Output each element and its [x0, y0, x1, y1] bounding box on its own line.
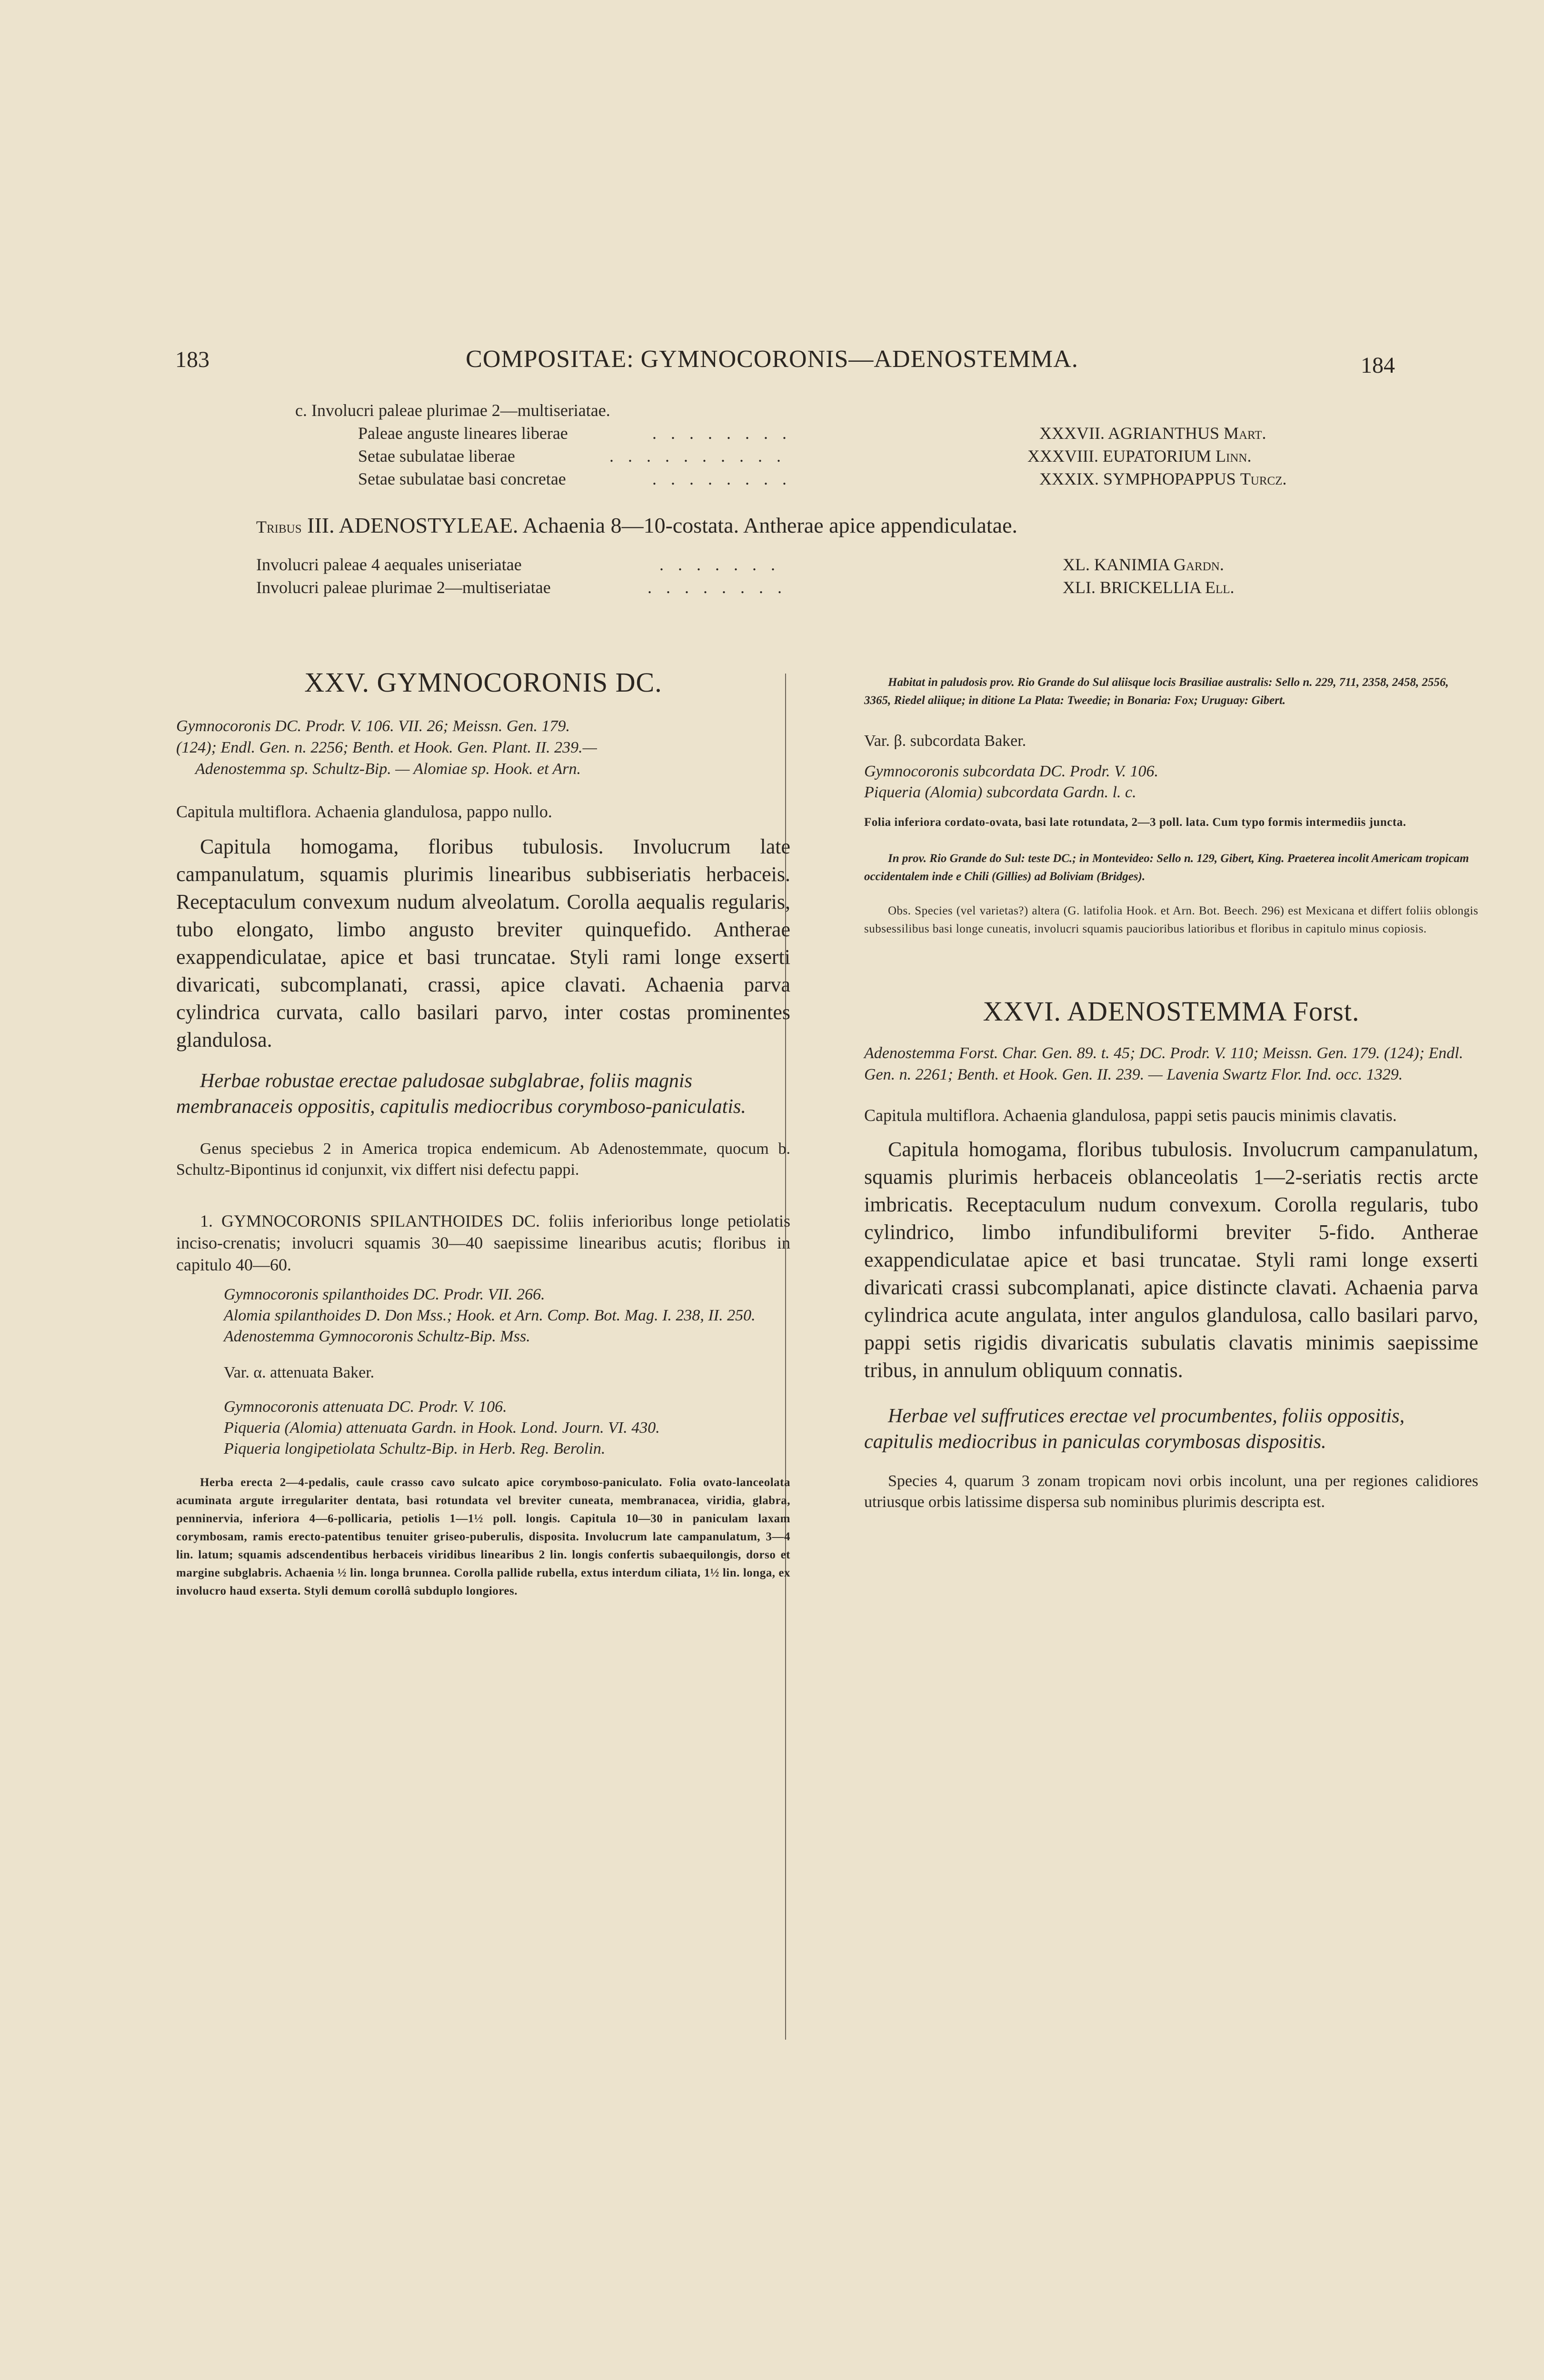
- page-number-right: 184: [1361, 353, 1395, 378]
- synonymy-line: (124); Endl. Gen. n. 2256; Benth. et Hook. Gen. Plant. II. 239.—: [176, 739, 597, 756]
- variety-synonyms: [176, 1397, 790, 1459]
- running-title: COMPOSITAE: GYMNOCORONIS—ADENOSTEMMA.: [466, 346, 1078, 373]
- key-leader: ..........: [609, 446, 795, 466]
- genus-note: Genus speciebus 2 in America tropica endemicum. Ab Adenostemmate, quocum b. Schultz-Bipontinus id conjunxit, vix differt nisi defectu pappi.: [176, 1140, 790, 1179]
- key-c-line: c. Involucri paleae plurimae 2—multiseriatae.: [295, 401, 610, 420]
- synonym-line: Gymnocoronis subcordata DC. Prodr. V. 106.: [864, 763, 1158, 780]
- key-row-label: Setae subulatae liberae: [358, 446, 515, 466]
- genus-description: Capitula homogama, floribus tubulosis. Involucrum late campanulatum, squamis plurimis linearibus subbiseriatis herbaceis. Receptaculum convexum nudum alveolatum. Corolla aequalis regularis, tubo elongato, limbo angusto breviter quinquefido. Antherae exappendiculatae, apice et basi truncatae. Styli rami longe exserti divaricati, subcomplanati, crassi, apice clavati. Achaenia parva cylindrica curvata, callo basilari parvo, inter costas prominentes glandulosa.: [176, 835, 790, 1051]
- key-row-label: Setae subulatae basi concretae: [358, 469, 566, 488]
- variety-beta-synonyms: [864, 761, 1478, 803]
- genus-key: [0, 0, 1544, 619]
- synonym-line: Alomia spilanthoides D. Don Mss.; Hook. et Arn. Comp. Bot. Mag. I. 238, II. 250.: [224, 1307, 756, 1324]
- synonym-line: Gymnocoronis attenuata DC. Prodr. V. 106.: [224, 1398, 507, 1416]
- variety-beta-habitat: In prov. Rio Grande do Sul: teste DC.; in Montevideo: Sello n. 129, Gibert, King. Praeterea incolit Americam tropicam occidentalem inde e Chili (Gillies) ad Boliviam (Bridges).: [864, 852, 1469, 883]
- key-row-label: Involucri paleae plurimae 2—multiseriatae: [256, 578, 551, 597]
- genus-title: XXV. GYMNOCORONIS DC.: [304, 667, 662, 698]
- synonym-line: Piqueria (Alomia) attenuata Gardn. in Hook. Lond. Journ. VI. 430.: [224, 1419, 660, 1437]
- capitula-summary: Capitula multiflora. Achaenia glandulosa, pappi setis paucis minimis clavatis.: [864, 1106, 1397, 1125]
- observation-note: Obs. Species (vel varietas?) altera (G. latifolia Hook. et Arn. Bot. Beech. 296) est Mexicana et differt foliis oblongis subsessilibus basi longe cuneatis, involucri squamis paucioribus latioribus et floribus in capitulo minus copiosis.: [864, 904, 1478, 935]
- key-row-label: Paleae anguste lineares liberae: [358, 424, 568, 443]
- variety-heading: Var. α. attenuata Baker.: [224, 1364, 375, 1381]
- key-leader: .......: [659, 555, 789, 574]
- left-column: [176, 666, 790, 1600]
- key-row-genus: XXXIX. SYMPHOPAPPUS Turcz.: [1039, 469, 1287, 488]
- key-leader: ........: [647, 578, 796, 597]
- key-row-genus: XLI. BRICKELLIA Ell.: [1063, 578, 1235, 597]
- synonym-line: Piqueria (Alomia) subcordata Gardn. l. c.: [864, 783, 1136, 801]
- key-row-genus: XXXVIII. EUPATORIUM Linn.: [1027, 446, 1252, 466]
- right-column: [864, 674, 1478, 1513]
- species-note: Species 4, quarum 3 zonam tropicam novi orbis incolunt, una per regiones calidiores utriusque orbis latissime dispersa sub nominibus plurimis descripta est.: [864, 1472, 1478, 1511]
- habitat-note: Habitat in paludosis prov. Rio Grande do Sul aliisque locis Brasiliae australis: Sello n. 229, 711, 2358, 2458, 2556, 3365, Riedel aliique; in ditione La Plata: Tweedie; in Bonaria: Fox; Uruguay: Gibert.: [864, 676, 1449, 707]
- habit-description: Herbae vel suffrutices erectae vel procumbentes, foliis oppositis, capitulis mediocribus in paniculas corymbosas dispositis.: [864, 1405, 1405, 1453]
- genus-synonymy: Adenostemma Forst. Char. Gen. 89. t. 45; DC. Prodr. V. 110; Meissn. Gen. 179. (124); Endl. Gen. n. 2261; Benth. et Hook. Gen. II. 239. — Lavenia Swartz Flor. Ind. occ. 1329.: [864, 1044, 1464, 1083]
- habit-description: Herbae robustae erectae paludosae subglabrae, foliis magnis membranaceis oppositis, capitulis mediocribus corymboso-paniculatis.: [176, 1070, 746, 1118]
- page-number-left: 183: [175, 347, 209, 372]
- key-row-genus: XXXVII. AGRIANTHUS Mart.: [1039, 424, 1266, 443]
- species-synonyms: [176, 1284, 790, 1347]
- genus-synonymy: [176, 715, 790, 780]
- synonymy-line: Adenostemma sp. Schultz-Bip. — Alomiae sp. Hook. et Arn.: [195, 760, 581, 778]
- genus-description: Capitula homogama, floribus tubulosis. Involucrum campanulatum, squamis plurimis herbaceis oblanceolatis 1—2-seriatis rectis arcte imbricatis. Receptaculum nudum convexum. Corolla regularis, tubo cylindrico, limbo infundibuliformi breviter 5-fido. Antherae exappendiculatae apice et basi truncatae. Styli rami longe exserti divaricati crassi subcomplanati, apice distincte clavati. Achaenia parva cylindrica acute angulata, inter angulos glandulosa, callo basilari parvo, pappi setis rigidis divaricatis subulatis clavatis minimis saepissime tribus, in annulum obliquum connatis.: [864, 1138, 1478, 1382]
- synonymy-line: Gymnocoronis DC. Prodr. V. 106. VII. 26; Meissn. Gen. 179.: [176, 717, 570, 735]
- species-description-small: Herba erecta 2—4-pedalis, caule crasso cavo sulcato apice corymboso-paniculato. Folia ovato-lanceolata acuminata argute irregulariter dentata, basi rotundata vel breviter cuneata, membranacea, viridia, glabra, penninervia, inferiora 4—6-pollicaria, petiolis 1—1½ poll. longis. Capitula 10—30 in paniculam laxam corymbosam, ramis erecto-patentibus tenuiter griseo-puberulis, disposita. Involucrum late campanulatum, 3—4 lin. latum; squamis adscendentibus herbaceis viridibus linearibus 2 lin. longis confertis subaequilongis, dorso et margine subglabris. Achaenia ½ lin. longa brunnea. Corolla pallide rubella, extus interdum ciliata, 1½ lin. longa, ex involucro haud exserta. Styli demum corollâ subduplo longiores.: [176, 1476, 790, 1597]
- capitula-summary: Capitula multiflora. Achaenia glandulosa, pappo nullo.: [176, 802, 552, 821]
- variety-beta-heading: Var. β. subcordata Baker.: [864, 732, 1026, 750]
- key-leader: ........: [652, 469, 801, 488]
- key-row-label: Involucri paleae 4 aequales uniseriatae: [256, 555, 522, 574]
- tribus-heading: Tribus III. ADENOSTYLEAE. Achaenia 8—10-costata. Antherae apice appendiculatae.: [256, 513, 1018, 537]
- genus-title: XXVI. ADENOSTEMMA Forst.: [983, 996, 1360, 1027]
- key-row-genus: XL. KANIMIA Gardn.: [1063, 555, 1224, 574]
- species-entry: 1. GYMNOCORONIS SPILANTHOIDES DC. foliis inferioribus longe petiolatis inciso-crenatis; involucri squamis 30—40 saepissime linearibus acutis; floribus in capitulo 40—60.: [176, 1211, 790, 1274]
- synonym-line: Adenostemma Gymnocoronis Schultz-Bip. Mss.: [224, 1328, 530, 1345]
- synonym-line: Gymnocoronis spilanthoides DC. Prodr. VII. 266.: [224, 1286, 545, 1303]
- variety-beta-description: Folia inferiora cordato-ovata, basi late rotundata, 2—3 poll. lata. Cum typo formis intermediis juncta.: [864, 816, 1406, 829]
- synonym-line: Piqueria longipetiolata Schultz-Bip. in Herb. Reg. Berolin.: [224, 1440, 606, 1458]
- key-leader: ........: [652, 424, 801, 443]
